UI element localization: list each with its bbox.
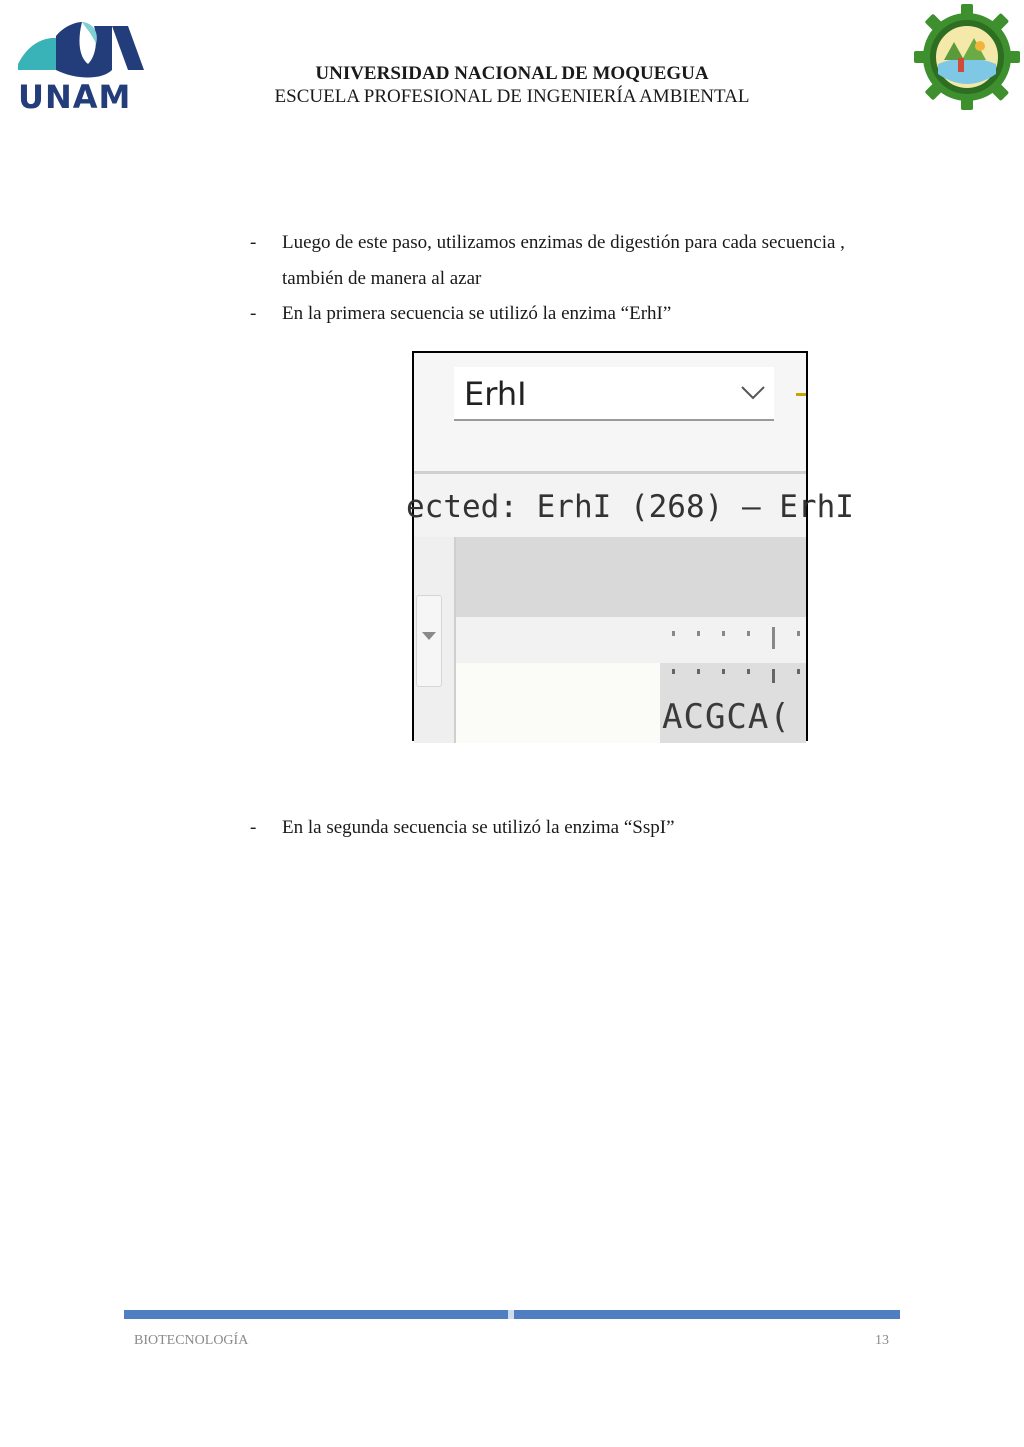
bullet-dash: -: [250, 232, 257, 253]
school-name: ESCUELA PROFESIONAL DE INGENIERÍA AMBIENTAL: [274, 86, 750, 107]
chevron-down-icon: [740, 385, 766, 401]
gutter-toggle: [416, 595, 442, 687]
unam-wordmark: UNAM: [18, 78, 132, 116]
bullet-text: En la primera secuencia se utilizó la enzima “ErhI”: [282, 303, 672, 324]
bullet-item: [250, 296, 910, 332]
enzyme-select-value: ErhI: [464, 375, 527, 413]
enzyme-select: [454, 367, 774, 421]
sequence-fragment: ACGCA(: [662, 697, 791, 737]
figure-divider: [414, 471, 806, 474]
university-name: UNIVERSIDAD NACIONAL DE MOQUEGUA: [315, 63, 709, 84]
document-header: [0, 63, 1024, 109]
ruler-ticks: [670, 625, 806, 651]
bullet-item: [250, 225, 910, 261]
enzyme-screenshot-figure: [406, 351, 854, 741]
page-number: 13: [875, 1333, 889, 1348]
bullet-item: [250, 810, 910, 846]
bullet-text: también de manera al azar: [282, 268, 482, 289]
sequence-header-band: [456, 537, 806, 617]
triangle-down-icon: [422, 632, 436, 640]
figure-status-text: ected: ErhI (268) — ErhI: [406, 489, 854, 525]
sequence-blank-area: [456, 663, 660, 743]
figure-accent-mark: [796, 393, 806, 396]
footer-course: BIOTECNOLOGÍA: [134, 1333, 249, 1348]
bullet-dash: -: [250, 817, 257, 838]
bullet-item-continuation: [250, 261, 910, 297]
bullet-text: En la segunda secuencia se utilizó la enzima “SspI”: [282, 817, 675, 838]
footer-rule-gap: [508, 1310, 514, 1319]
bullet-dash: -: [250, 303, 257, 324]
sequence-gutter: [414, 537, 456, 743]
ruler-ticks: [670, 667, 806, 687]
bullet-text: Luego de este paso, utilizamos enzimas de digestión para cada secuencia ,: [282, 232, 845, 253]
